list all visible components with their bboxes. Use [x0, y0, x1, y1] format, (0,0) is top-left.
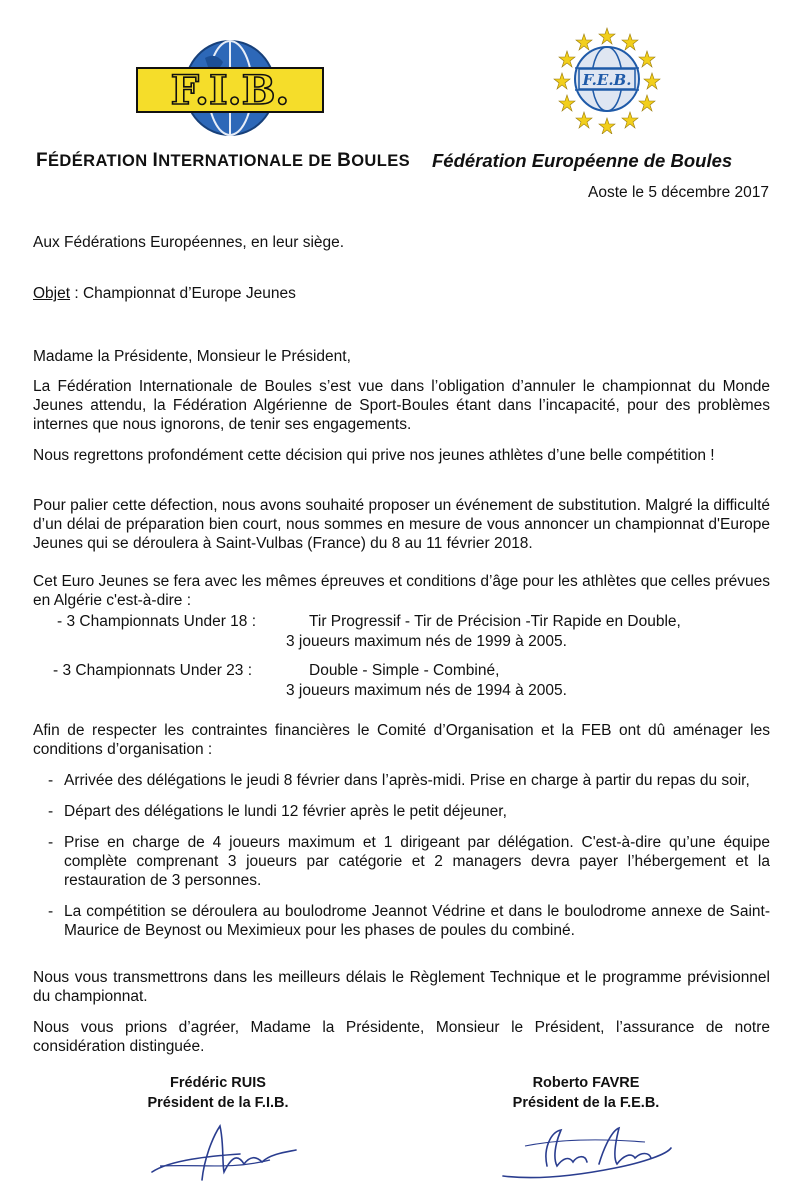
signature-fib-icon	[140, 1120, 300, 1186]
u23-players: 3 joueurs maximum nés de 1994 à 2005.	[286, 682, 567, 699]
list-item-text: La compétition se déroulera au boulodrome Jeannot Védrine et dans le boulodrome annexe de Saint-Maurice de Beynost ou Meximieux pour les phases de poules du combiné.	[64, 903, 770, 939]
u23-row	[33, 662, 773, 681]
signature-block-feb	[476, 1073, 696, 1113]
fib-name-rest-3: OULES	[351, 152, 411, 170]
fib-full-name	[36, 150, 410, 172]
feb-full-name: Fédération Européenne de Boules	[432, 150, 733, 171]
paragraph-7: Nous vous prions d’agréer, Madame la Présidente, Monsieur le Président, l’assurance de notre considération distinguée.	[33, 1019, 770, 1055]
conditions-list	[48, 771, 770, 940]
list-item: - Arrivée des délégations le jeudi 8 février dans l’après-midi. Prise en charge à partir du repas du soir,	[48, 772, 750, 789]
salutation: Madame la Présidente, Monsieur le Président,	[33, 348, 351, 365]
u18-players: 3 joueurs maximum nés de 1999 à 2005.	[286, 633, 567, 650]
object-label: Objet	[33, 285, 71, 302]
object-line	[33, 285, 296, 303]
feb-logo-text: F.E.B.	[582, 71, 632, 89]
paragraph-6: Nous vous transmettrons dans les meilleurs délais le Règlement Technique et le programme prévisionnel du championnat.	[33, 969, 770, 1005]
list-item: - La compétition se déroulera au boulodrome Jeannot Védrine et dans le boulodrome annexe de Saint-Maurice de Beynost ou Meximieux pour les phases de poules du combiné.	[48, 903, 770, 939]
object-text: : Championnat d’Europe Jeunes	[70, 285, 296, 302]
letter-date: Aoste le 5 décembre 2017	[588, 184, 769, 201]
fib-name-cap-3: B	[337, 150, 352, 171]
signatory-title-feb: Président de la F.E.B.	[512, 1095, 660, 1111]
fib-name-cap-2: I	[152, 150, 159, 171]
u18-players-row	[33, 633, 773, 652]
list-item: - Départ des délégations le lundi 12 février après le petit déjeuner,	[48, 803, 507, 820]
fib-name-rest-1: ÉDÉRATION	[48, 152, 153, 170]
list-item-text: Arrivée des délégations le jeudi 8 février dans l’après-midi. Prise en charge à partir du repas du soir,	[64, 772, 750, 789]
signatory-name-fib: Frédéric RUIS	[170, 1075, 266, 1091]
feb-logo	[552, 24, 662, 134]
paragraph-2: Nous regrettons profondément cette décision qui prive nos jeunes athlètes d’une belle compétition !	[33, 447, 715, 464]
signature-feb-icon	[495, 1118, 675, 1188]
u23-events: Double - Simple - Combiné,	[309, 662, 500, 679]
signature-block-fib	[108, 1073, 328, 1113]
u18-label: - 3 Championnats Under 18 :	[57, 613, 257, 630]
list-item-text: Départ des délégations le lundi 12 février après le petit déjeuner,	[64, 803, 507, 820]
fib-name-cap-1: F	[36, 150, 49, 171]
list-item-text: Prise en charge de 4 joueurs maximum et 1 dirigeant par délégation. C'est-à-dire qu’une équipe complète comprenant 3 joueurs par catégorie et 2 managers devra payer l’hébergement et la restauration de 3 personnes.	[64, 834, 770, 889]
u18-events: Tir Progressif - Tir de Précision -Tir Rapide en Double,	[309, 613, 681, 630]
signatory-name-feb: Roberto FAVRE	[532, 1075, 640, 1091]
paragraph-3: Pour palier cette défection, nous avons souhaité proposer un événement de substitution. Malgré la difficulté d’un délai de préparation bien court, nous sommes en mesure de vous annoncer un championnat d'Europe Jeunes qui se déroulera à Saint-Vulbas (France) du 8 au 11 février 2018.	[33, 497, 770, 552]
fib-logo-text: F.I.B.	[170, 67, 290, 114]
paragraph-4: Cet Euro Jeunes se fera avec les mêmes épreuves et conditions d’âge pour les athlètes que celles prévues en Algérie c'est-à-dire :	[33, 573, 770, 609]
fib-logo	[135, 38, 325, 138]
paragraph-1: La Fédération Internationale de Boules s’est vue dans l’obligation d’annuler le championnat du Monde Jeunes attendu, la Fédération Algérienne de Sport-Boules étant dans l’incapacité, pour des problèmes internes que nous ignorons, de tenir ses engagements.	[33, 378, 770, 433]
list-item: - Prise en charge de 4 joueurs maximum et 1 dirigeant par délégation. C'est-à-dire qu’une équipe complète comprenant 3 joueurs par catégorie et 2 managers devra payer l’hébergement et la restauration de 3 personnes.	[48, 834, 770, 889]
u18-row	[33, 613, 773, 632]
paragraph-5: Afin de respecter les contraintes financières le Comité d’Organisation et la FEB ont dû aménager les conditions d’organisation :	[33, 722, 770, 758]
u23-players-row	[33, 682, 773, 701]
fib-name-rest-2: NTERNATIONALE DE	[158, 152, 338, 170]
u23-label: - 3 Championnats Under 23 :	[53, 662, 253, 679]
signatory-title-fib: Président de la F.I.B.	[147, 1095, 289, 1111]
recipient-line: Aux Fédérations Européennes, en leur siège.	[33, 234, 345, 251]
